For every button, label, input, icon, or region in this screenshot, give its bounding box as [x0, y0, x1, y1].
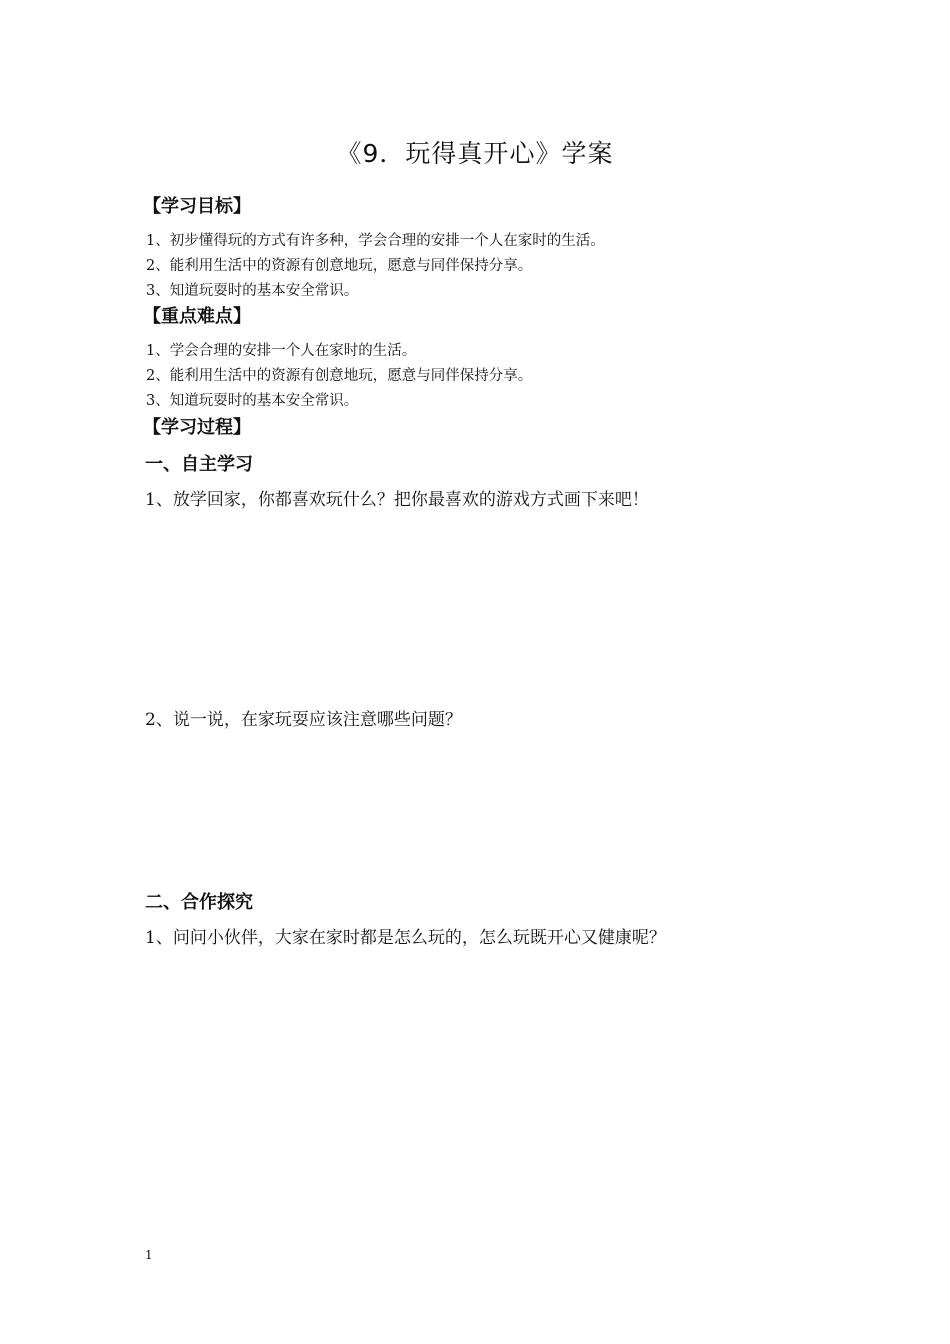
key-points-heading: 【重点难点】	[143, 306, 251, 327]
objective-item-3: 3、知道玩耍时的基本安全常识。	[146, 283, 359, 299]
objectives-heading: 【学习目标】	[143, 196, 251, 217]
objective-item-1: 1、初步懂得玩的方式有许多种，学会合理的安排一个人在家时的生活。	[146, 233, 605, 249]
section-cooperation-title: 二、合作探究	[145, 892, 253, 913]
key-point-item-2: 2、能利用生活中的资源有创意地玩，愿意与同伴保持分享。	[146, 368, 533, 384]
objective-item-2: 2、能利用生活中的资源有创意地玩，愿意与同伴保持分享。	[146, 258, 533, 274]
process-heading: 【学习过程】	[143, 417, 251, 438]
section-self-study-title: 一、自主学习	[145, 454, 253, 475]
self-study-question-2: 2、说一说，在家玩耍应该注意哪些问题？	[145, 710, 462, 730]
cooperation-question-1: 1、问问小伙伴，大家在家时都是怎么玩的，怎么玩既开心又健康呢？	[145, 928, 666, 948]
key-point-item-3: 3、知道玩耍时的基本安全常识。	[146, 393, 359, 409]
page-number: 1	[145, 1248, 153, 1262]
self-study-question-1: 1、放学回家，你都喜欢玩什么？把你最喜欢的游戏方式画下来吧！	[145, 490, 649, 510]
document-title: 《9．玩得真开心》学案	[336, 139, 614, 168]
key-point-item-1: 1、学会合理的安排一个人在家时的生活。	[146, 343, 417, 359]
